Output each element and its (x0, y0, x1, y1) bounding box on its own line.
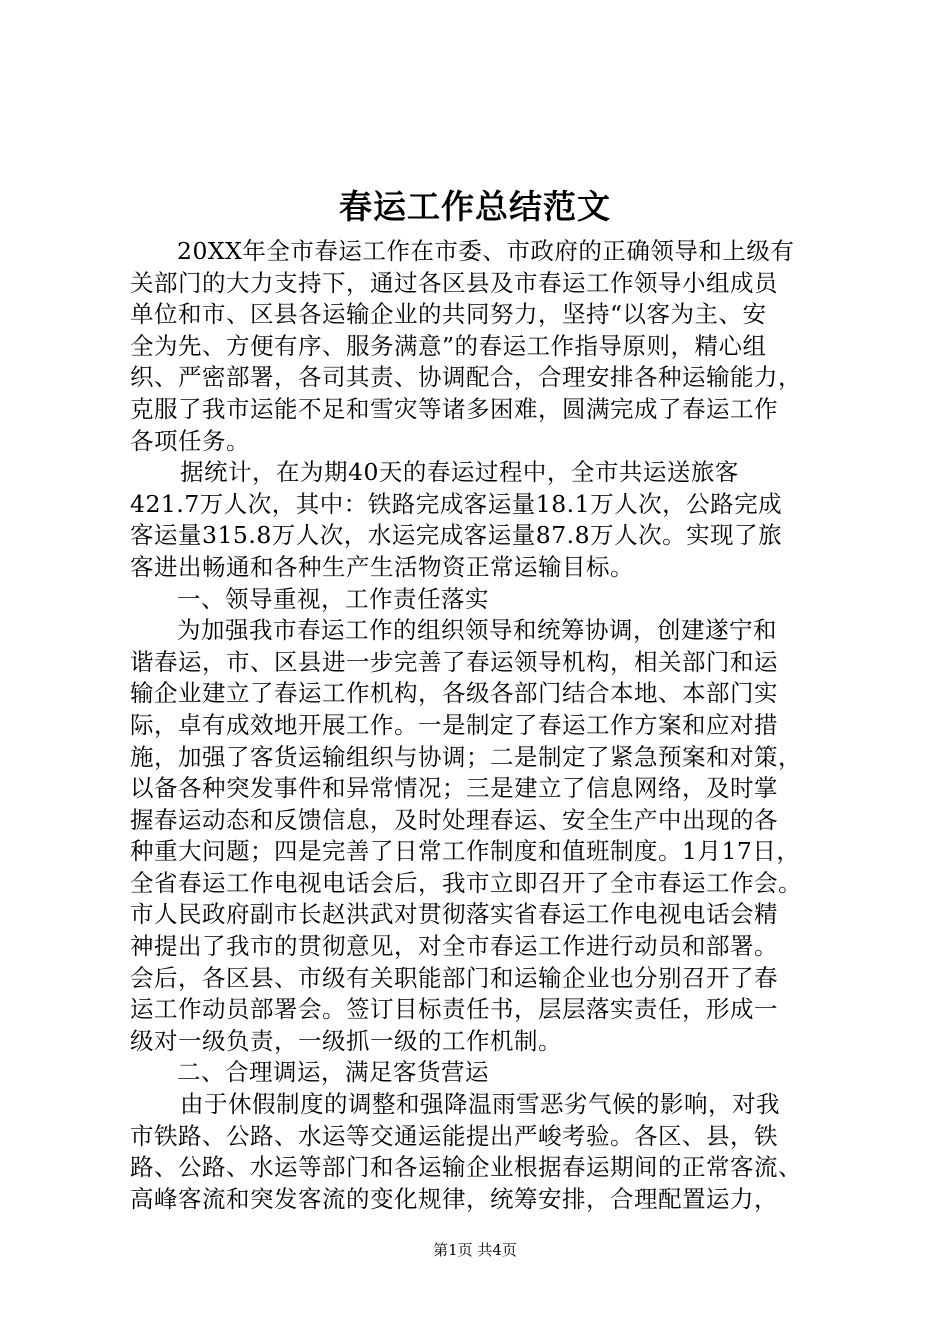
text-line: 全省春运工作电视电话会后，我市立即召开了全市春运工作会。 (130, 868, 802, 897)
text-line: 种重大问题；四是完善了日常工作制度和值班制度。1月17日， (130, 837, 801, 866)
text-line: 高峰客流和突发客流的变化规律，统筹安排，合理配置运力， (130, 1184, 778, 1213)
text-line: 级对一级负责，一级抓一级的工作机制。 (130, 1026, 562, 1055)
text-line: 克服了我市运能不足和雪灾等诸多困难，圆满完成了春运工作 (130, 394, 778, 423)
text-line: 单位和市、区县各运输企业的共同努力，坚持“以客为主、安 (130, 300, 767, 329)
text-line: 客进出畅通和各种生产生活物资正常运输目标。 (130, 552, 634, 581)
text-line: 会后，各区县、市级有关职能部门和运输企业也分别召开了春 (130, 963, 778, 992)
text-line: 关部门的大力支持下，通过各区县及市春运工作领导小组成员 (130, 268, 778, 297)
text-line: 际，卓有成效地开展工作。一是制定了春运工作方案和应对措 (130, 710, 778, 739)
text-line: 输企业建立了春运工作机构，各级各部门结合本地、本部门实 (130, 679, 778, 708)
text-line: 织、严密部署，各司其责、协调配合，合理安排各种运输能力， (130, 363, 802, 392)
text-line: 神提出了我市的贯彻意见，对全市春运工作进行动员和部署。 (130, 932, 778, 961)
text-line: 421.7万人次，其中：铁路完成客运量18.1万人次，公路完成 (130, 489, 783, 518)
text-line: 市铁路、公路、水运等交通运能提出严峻考验。各区、县，铁 (130, 1121, 778, 1150)
section-heading: 二、合理调运，满足客货营运 (177, 1058, 489, 1087)
text-line: 客运量315.8万人次，水运完成客运量87.8万人次。实现了旅 (130, 521, 783, 550)
text-line: 谐春运，市、区县进一步完善了春运领导机构，相关部门和运 (130, 647, 778, 676)
text-line: 20XX年全市春运工作在市委、市政府的正确领导和上级有 (177, 237, 795, 265)
text-line: 握春运动态和反馈信息，及时处理春运、安全生产中出现的各 (130, 805, 778, 834)
page-footer: 第1页 共4页 (433, 1241, 517, 1259)
text-line: 施，加强了客货运输组织与协调；二是制定了紧急预案和对策， (130, 742, 802, 771)
text-line: 据统计，在为期40天的春运过程中，全市共运送旅客 (180, 458, 739, 487)
text-line: 以备各种突发事件和异常情况；三是建立了信息网络，及时掌 (130, 774, 778, 803)
text-line: 为加强我市春运工作的组织领导和统筹协调，创建遂宁和 (177, 616, 777, 645)
text-line: 运工作动员部署会。签订目标责任书，层层落实责任，形成一 (130, 995, 778, 1024)
text-line: 由于休假制度的调整和强降温雨雪恶劣气候的影响，对我 (180, 1090, 780, 1119)
text-line: 全为先、方便有序、服务满意”的春运工作指导原则，精心组 (130, 331, 767, 360)
document-body (130, 236, 830, 1215)
text-line: 路、公路、水运等部门和各运输企业根据春运期间的正常客流、 (130, 1153, 802, 1182)
document-title: 春运工作总结范文 (339, 187, 611, 226)
text-line: 市人民政府副市长赵洪武对贯彻落实省春运工作电视电话会精 (130, 900, 778, 929)
text-line: 各项任务。 (130, 426, 250, 455)
section-heading: 一、领导重视，工作责任落实 (177, 584, 489, 613)
